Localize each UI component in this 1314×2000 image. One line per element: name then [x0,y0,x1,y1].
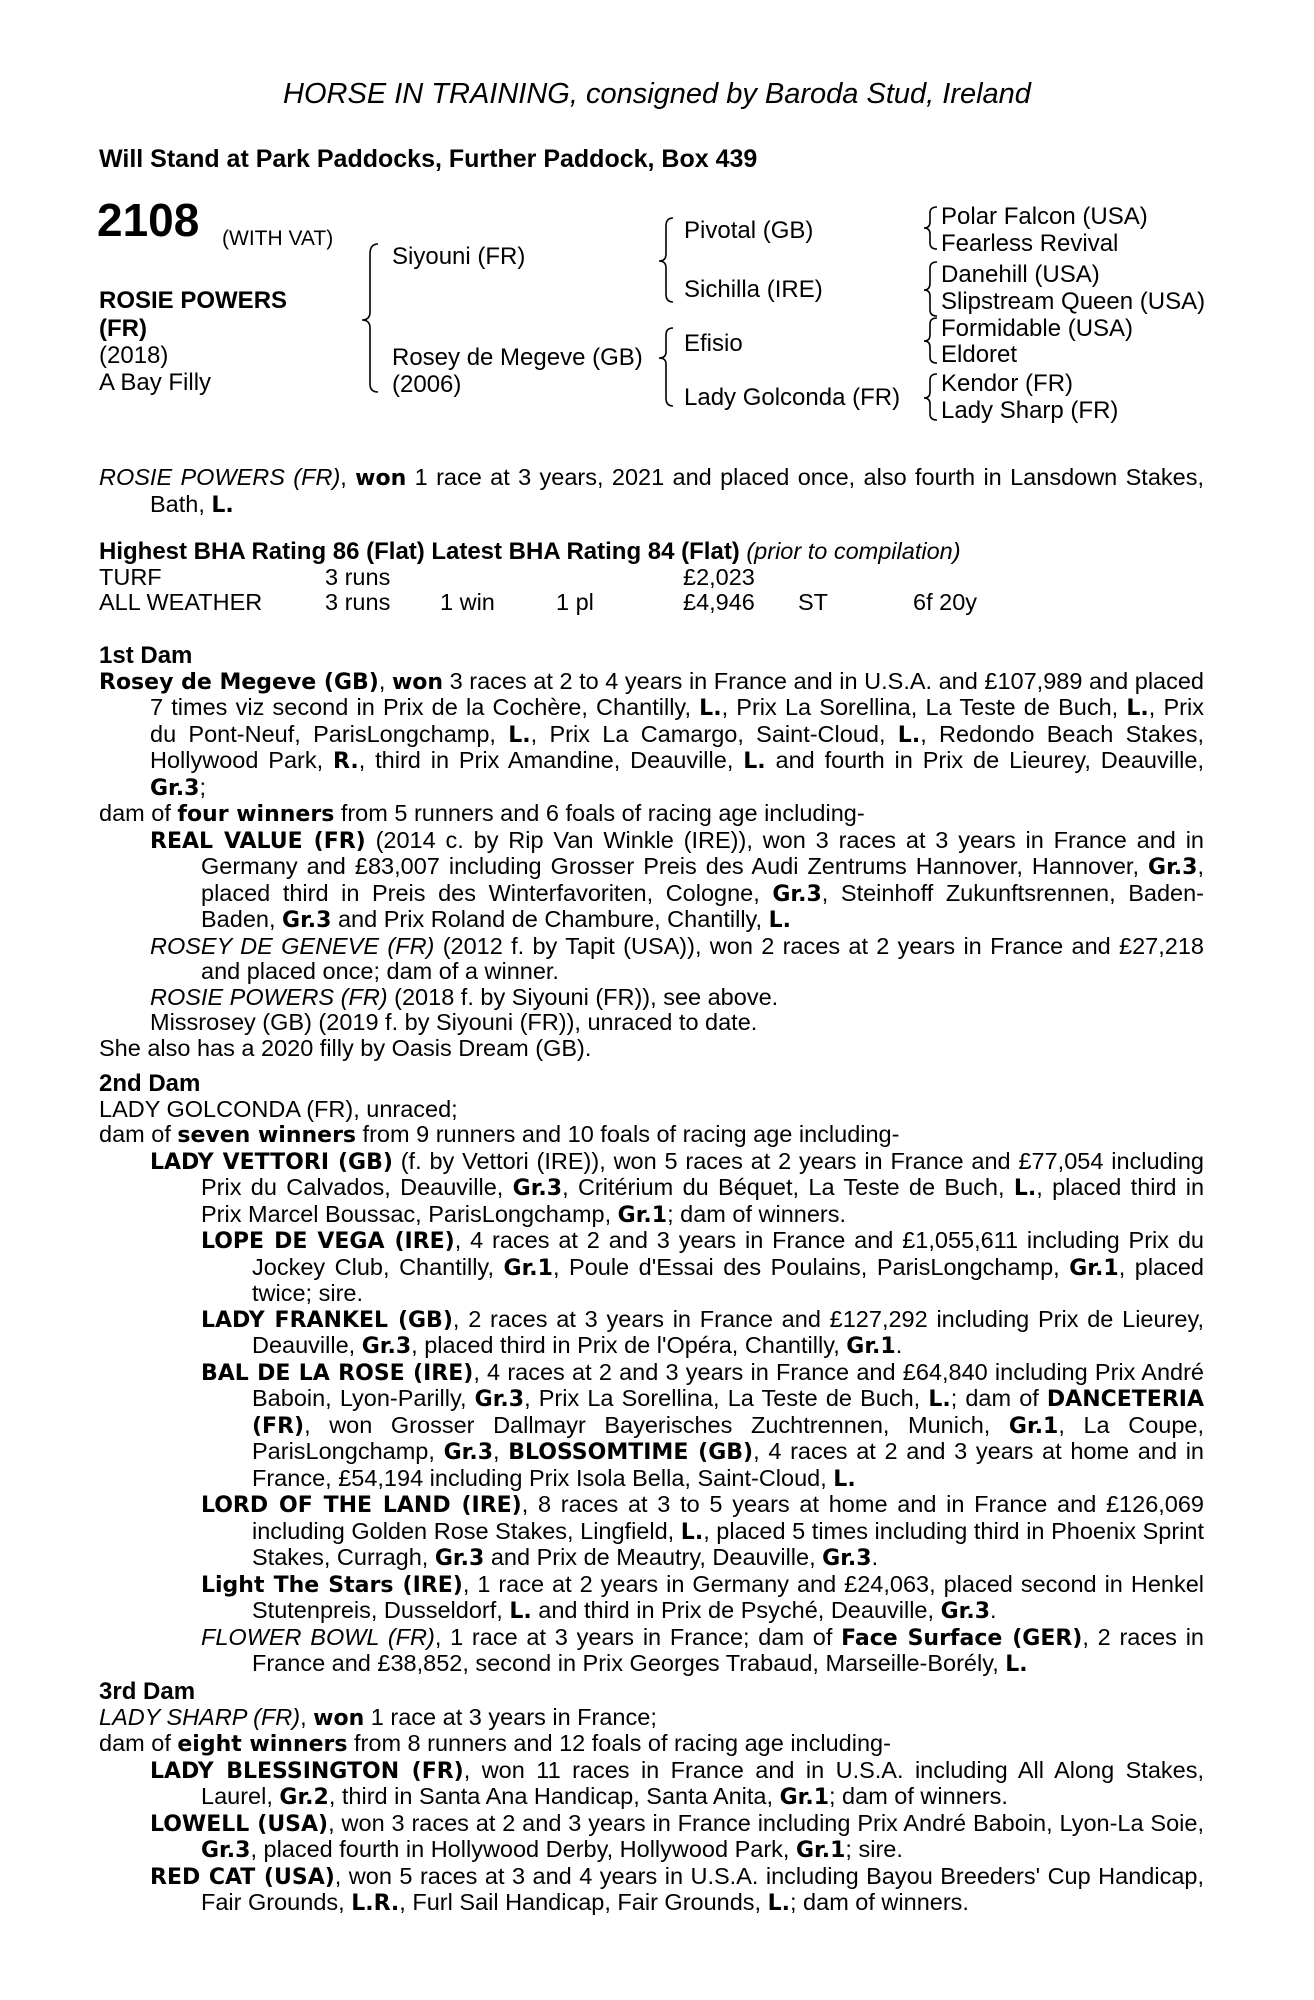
wins: 1 win [440,589,495,615]
going: ST [798,589,829,615]
progeny-name: ROSEY DE GENEVE (FR) [150,932,435,959]
dam-of-suffix: from 5 runners and 6 foals of racing age including- [334,800,865,826]
third-dam-section [99,1679,1204,1917]
progeny-text: , Prix La Sorellina, La Teste de Buch, [524,1385,929,1411]
dam-text: ; [199,773,206,800]
progeny-text: , placed third in Prix Marcel Boussac, ParisLongchamp, [201,1174,1205,1227]
grand-2: Fearless Revival [941,230,1119,257]
grade: Gr.1 [846,1334,896,1359]
progeny-name: Light The Stars (IRE) [201,1572,463,1598]
progeny-name: BLOSSOMTIME (GB) [508,1440,754,1465]
grade: L. [508,722,531,748]
dam-of-prefix: dam of [99,800,178,826]
highest-rating: Highest BHA Rating 86 (Flat) [99,538,425,565]
horse-name-country: (FR) [99,315,147,342]
grade: L. [509,1599,532,1624]
summary-text: 1 race at 3 years, 2021 and placed once, also fourth in Lansdown Stakes, Bath, [150,464,1204,517]
placed [556,565,683,591]
progeny-text: and Prix Roland de Chambure, Chantilly, [331,906,769,932]
progeny-text: , won 3 races at 2 and 3 years in France including Prix André Baboin, Lyon-La Soie, [328,1809,1204,1836]
grade: L. [699,696,722,721]
grade: L. [1126,696,1149,721]
grade: L. [1013,1176,1037,1201]
sire-dam: Sichilla (IRE) [684,276,823,303]
first-dam-section [99,643,1204,1061]
progeny-text: , 4 races at 2 and 3 years at home and in France, £54,194 including Prix Isola Bella, Saint-Cloud, [252,1438,1204,1491]
dam-text: , Prix La Sorellina, La Teste de Buch, [721,694,1127,720]
progeny-text: , 1 race at 3 years in France; dam of [434,1623,842,1650]
progeny-text: ; dam of winners. [790,1889,969,1915]
table-row [99,590,977,616]
dam-record: Rosey de Megeve (GB), won 3 races at 2 to 4 years in France and in U.S.A. and £107,989 and placed 7 times viz second in Prix de la Cochère, Chantilly, L., Prix La Sorellina, La Teste de Buch, L., Prix du Pont-Neuf, ParisLongchamp, L., Prix La Camargo, Saint-Cloud, L., Redondo Beach Stakes, Hollywood Park, R., third in Prix Amandine, Deauville, L. and fourth in Prix de Lieurey, Deauville, Gr.3; [99,667,1205,801]
won-label: won [391,669,444,695]
progeny-text: (2018 f. by Siyouni (FR)), see above. [387,983,779,1010]
dam-name: Rosey de Megeve (GB) [99,669,379,695]
grade: Gr.3 [1148,855,1198,880]
progeny-text: , Steinhoff Zukunftsrennen, Baden-Baden, [201,879,1204,932]
progeny-text: , won Grosser Dallmayr Bayerisches Zuchtrennen, Munich, [304,1411,1009,1438]
progeny-name: BAL DE LA ROSE (IRE) [201,1360,474,1386]
grand-1: Polar Falcon (USA) [941,203,1148,230]
dam-text: , Prix du Pont-Neuf, ParisLongchamp, [150,694,1204,747]
progeny-text: . [895,1332,903,1358]
prize: £4,946 [683,589,755,615]
grade: L. [768,908,791,933]
progeny-text: and Prix de Meautry, Deauville, [484,1544,823,1570]
grade: Gr.1 [1069,1255,1119,1281]
progeny-name: LADY FRANKEL (GB) [201,1307,453,1333]
surface: TURF [99,563,162,590]
progeny-text: ; dam of winners. [667,1200,847,1227]
stand-location: Will Stand at Park Paddocks, Further Paddock, Box 439 [99,145,758,173]
winners-count: four winners [177,802,335,827]
progeny-text: , won 11 races in France and in U.S.A. including All Along Stakes, Laurel, [201,1756,1204,1809]
prize: £2,023 [683,563,755,590]
progeny-text: , 2 races at 3 years in France and £127,292 including Prix de Lieurey, Deauville, [252,1305,1204,1358]
progeny-entry [150,1811,1204,1864]
section-heading: 2nd Dam [99,1070,201,1097]
grand-6: Eldoret [941,341,1018,368]
progeny-entry [150,828,1204,934]
progeny-text: , 4 races at 2 and 3 years in France and £64,840 including Prix André Baboin, Lyon-Parilly, [252,1358,1204,1411]
grade: Gr.3 [772,881,822,907]
grade: L. [928,1387,951,1412]
also-note: She also has a 2020 filly by Oasis Dream (GB). [99,1034,592,1061]
progeny-text: ; dam of winners. [829,1783,1008,1809]
dam-intro: LADY GOLCONDA (FR), unraced; [99,1095,458,1122]
summary-grade: L. [211,492,234,518]
progeny-text: ; dam of [950,1385,1047,1411]
progeny-entry [150,1864,1204,1917]
dam-text: and fourth in Prix de Lieurey, Deauville, [765,747,1204,773]
progeny-name: FLOWER BOWL (FR) [201,1623,435,1650]
dam-year: (2006) [392,371,462,398]
dam-dam: Lady Golconda (FR) [684,384,901,411]
progeny-entry [201,1228,1204,1307]
winners-count: eight winners [177,1732,348,1757]
grade: R. [333,749,359,774]
runs: 3 runs [325,589,391,615]
placed: 1 pl [556,589,594,615]
catalogue-title: HORSE IN TRAINING, consigned by Baroda Stud, Ireland [283,78,1031,110]
progeny-text: , placed fourth in Hollywood Derby, Hollywood Park, [250,1836,796,1862]
dam-name: LADY SHARP (FR) [99,1703,301,1730]
progeny-name: LOPE DE VEGA (IRE) [201,1229,455,1254]
progeny-entry [201,1572,1204,1625]
grand-4: Slipstream Queen (USA) [941,288,1206,315]
dam-record: LADY SHARP (FR), won 1 race at 3 years in France; [99,1703,657,1731]
progeny-text: . [990,1597,997,1623]
grade: L. [897,722,921,748]
progeny-name: LADY VETTORI (GB) [150,1149,393,1175]
sire-sire: Pivotal (GB) [684,217,814,244]
grade: Gr.1 [617,1202,668,1228]
sire: Siyouni (FR) [392,243,526,270]
progeny-entry [201,1625,1204,1678]
grade: Gr.3 [361,1334,412,1359]
grade: L. [833,1466,856,1492]
progeny-name: RED CAT (USA) [150,1864,335,1890]
progeny-text: ; sire. [845,1836,903,1862]
grade: Gr.3 [201,1838,251,1863]
progeny-entry: Missrosey (GB) (2019 f. by Siyouni (FR)), unraced to date. [150,1009,758,1035]
dam-text: 1 race at 3 years in France; [364,1703,657,1730]
progeny-entry [201,1492,1204,1572]
surface: ALL WEATHER [99,589,263,615]
section-heading: 1st Dam [99,642,193,669]
progeny-text: , 1 race at 2 years in Germany and £24,063, placed second in Henkel Stutenpreis, Dusseldorf, [252,1570,1204,1623]
horse-name: ROSIE POWERS [99,287,288,314]
progeny-text: (f. by Vettori (IRE)), won 5 races at 2 years in France and £77,054 including Prix du Calvados, Deauville, [201,1147,1204,1200]
progeny-entry [150,1149,1204,1229]
progeny-name: REAL VALUE (FR) [150,828,366,854]
progeny-text: , third in Santa Ana Handicap, Santa Anita, [328,1783,780,1809]
summary-name: ROSIE POWERS (FR) [99,464,341,490]
grade: Gr.3 [443,1440,494,1465]
dam-text: , Prix La Camargo, Saint-Cloud, [530,720,898,747]
progeny-text: , placed twice; sire. [252,1253,1204,1306]
progeny-text: , Furl Sail Handicap, Fair Grounds, [399,1889,768,1915]
dam-of-line [99,801,1204,828]
grade: Gr.3 [282,908,332,933]
progeny-entry [150,1758,1204,1811]
progeny-text: , 4 races at 2 and 3 years in France and £1,055,611 including Prix du Jockey Club, Chantilly, [252,1227,1204,1280]
grand-5: Formidable (USA) [941,315,1134,342]
progeny-entry [201,1307,1204,1360]
progeny-text: , Poule d'Essai des Poulains, ParisLongchamp, [552,1253,1070,1280]
progeny-name: LADY BLESSINGTON (FR) [150,1758,464,1784]
grade: Gr.3 [474,1387,525,1412]
dam-of-prefix: dam of [99,1121,178,1147]
progeny-name: LOWELL (USA) [150,1811,329,1837]
race-summary: ROSIE POWERS (FR), won 1 race at 3 years, 2021 and placed once, also fourth in Lansdown Stakes, Bath, L. [99,464,1204,518]
progeny-text: , won 5 races at 3 and 4 years in U.S.A. including Bayou Breeders' Cup Handicap, Fair Grounds, [201,1862,1204,1915]
grade: Gr.3 [150,775,200,801]
dam-text: , Redondo Beach Stakes, Hollywood Park, [150,720,1205,773]
grade: Gr.1 [503,1255,553,1281]
progeny-text: (2014 c. by Rip Van Winkle (IRE)), won 3 races at 3 years in France and in Germany and £83,007 including Grosser Preis des Audi Zentrums Hannover, Hannover, [201,826,1204,879]
grade: Gr.1 [795,1838,846,1863]
section-heading: 3rd Dam [99,1678,196,1705]
dam-sire: Efisio [684,330,743,357]
dam: Rosey de Megeve (GB) [392,344,643,371]
progeny-entry [201,1360,1204,1493]
second-dam-section [99,1071,1204,1678]
progeny-entry [150,985,1204,1011]
grade: Gr.3 [822,1546,872,1571]
distance: 6f 20y [913,589,978,615]
progeny-entry [150,934,1204,985]
progeny-name: Face Surface (GER) [841,1625,1083,1651]
dam-of-suffix: from 9 runners and 10 foals of racing age including- [356,1121,900,1147]
dam-of-prefix: dam of [99,1730,178,1756]
wins [440,565,556,591]
progeny-name: DANCETERIA (FR) [252,1387,1204,1439]
progeny-text: , placed third in Preis des Winterfavoriten, Cologne, [201,853,1204,906]
rating-note: (prior to compilation) [746,538,961,564]
grade: Gr.2 [279,1785,329,1810]
winners-count: seven winners [177,1123,357,1148]
grade: L. [1005,1652,1028,1677]
progeny-text: , 2 races in France and £38,852, second in Prix Georges Trabaud, Marseille-Borély, [252,1623,1204,1676]
dam-of-line [99,1122,1204,1149]
summary-won: won [355,466,407,491]
grand-7: Kendor (FR) [941,370,1074,397]
grade: Gr.3 [512,1176,563,1201]
dam-text: , third in Prix Amandine, Deauville, [358,747,744,773]
grade: L.R. [351,1891,400,1916]
grade: Gr.3 [434,1546,485,1571]
race-record-table [99,565,977,616]
grade: L. [767,1891,790,1916]
lot-number: 2108 [97,194,200,246]
horse-description: A Bay Filly [99,369,212,396]
grade: Gr.1 [1008,1413,1059,1439]
going [798,565,913,591]
grand-3: Danehill (USA) [941,261,1100,288]
latest-rating: Latest BHA Rating 84 (Flat) [431,538,740,565]
progeny-text: , 8 races at 3 to 5 years at home and in France and £126,069 including Golden Rose Stakes, Lingfield, [252,1491,1204,1544]
won-label: won [313,1705,365,1731]
grand-8: Lady Sharp (FR) [941,397,1119,424]
vat-note: (WITH VAT) [222,227,334,250]
horse-year: (2018) [99,342,169,369]
grade: L. [743,749,766,774]
grade: L. [680,1519,704,1545]
progeny-text: , placed 5 times including third in Phoenix Sprint Stakes, Curragh, [252,1517,1204,1570]
runs: 3 runs [325,563,391,590]
grade: Gr.1 [779,1785,829,1810]
dam-of-line [99,1731,1204,1758]
table-row [99,565,977,591]
distance [913,565,977,591]
progeny-text: and third in Prix de Psyché, Deauville, [531,1597,941,1623]
grade: Gr.3 [940,1599,990,1624]
progeny-name: ROSIE POWERS (FR) [150,983,388,1010]
progeny-name: LORD OF THE LAND (IRE) [201,1493,522,1518]
progeny-text: , [493,1438,509,1464]
dam-of-suffix: from 8 runners and 12 foals of racing age including- [347,1730,891,1756]
progeny-text: , La Coupe, ParisLongchamp, [252,1411,1204,1464]
dam-text: 3 races at 2 to 4 years in France and in U.S.A. and £107,989 and placed 7 times viz second in Prix de la Cochère, Chantilly, [150,667,1204,720]
ratings-block [99,539,1204,616]
progeny-text: , Critérium du Béquet, La Teste de Buch, [562,1174,1014,1200]
progeny-text: . [871,1544,879,1570]
progeny-text: (2012 f. by Tapit (USA)), won 2 races at 2 years in France and £27,218 and placed once; dam of a winner. [201,932,1204,984]
progeny-text: , placed third in Prix de l'Opéra, Chantilly, [411,1332,847,1358]
